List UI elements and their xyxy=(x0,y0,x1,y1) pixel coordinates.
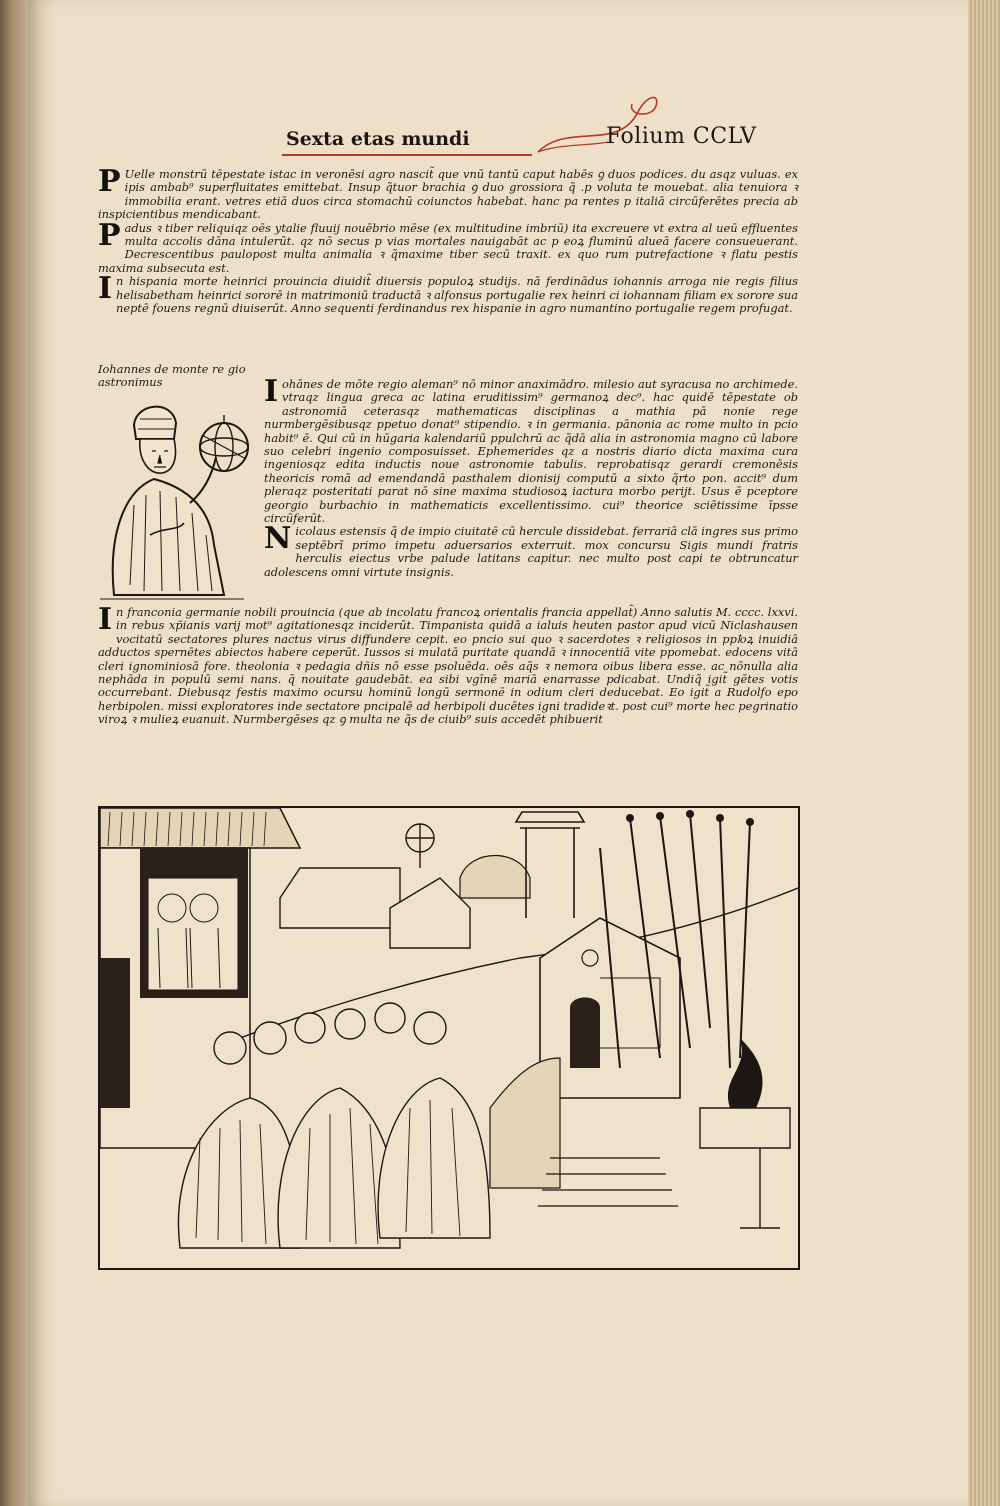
initial-letter: I xyxy=(98,602,113,637)
paragraph-text: adus ꝛ tiber reliquiqz oēs ytalie fluuij nouēbrio mēse (ex multitudine imbriū) ita excreuere vt extra al ueū effluentes multa accolis dāna intulerūt. qz nō secus p vias mortales nauigabāt ac p eoꝝ fluminū alueā facere consueuerant. Decrescentibus paulopost multa animalia ꝛ q̃maxime tiber secū traxit. ex quo rum putrefactione ꝛ flatu pestis maxima subsecuta est. xyxy=(98,220,798,275)
paragraph-hispania xyxy=(98,271,798,316)
paragraph-flood xyxy=(98,217,798,276)
top-text-block xyxy=(98,164,798,316)
page-stack-edge xyxy=(968,0,1000,1506)
paragraph-monster xyxy=(98,164,798,222)
paragraph-text: ohānes de mōte regio aleman⁹ nō minor anaximādro. milesio aut syracusa no archimede. vtraqz lingua greca ac latina eruditissim⁹ germanoꝝ dec⁹. hac quidē tēpestate ob astronomiā ceterasqz mathematicas disciplinas a mathia pā nonie rege nurmbergēsibusqz ppetuo donat⁹ stipendio. ꝛ in germania. pānonia ac rome multo in pcio habit⁹ ē. Qui cū in hūgaria kalendariū ppulchrū ac q̃dā alia in astronomia magno cū labore suo celebri ingenio composuisset. Ephemerides qz a nostris diario dicta maxima cura ingeniosqz edita inductis noue astronomie tabulis. reprobatisqz gerardi cremonēsis theoricis romā ad emendandā pasthalem dionisij computū a sixto q̃rto pon. accit⁹ dum pleraqz posteritati parat nō sine maxima studiosoꝝ iactura morbo perijt. Usus ē pceptore georgio burbachio in mathematicis excellentissimo. cui⁹ theorice sciētissime īpsse circūferūt. xyxy=(264,377,798,526)
astronomer-portrait-woodcut xyxy=(94,395,262,607)
book-spine-edge xyxy=(0,0,30,1506)
paragraph-text: n franconia germanie nobili prouincia (que ab incolatu francoꝝ orientalis francia appellat̃) Anno salutis M. cccc. lxxvi. in rebus xp̄ianis varij mot⁹ agitationesqz inciderūt. Timpanista quidā a ialuis heuten pastor apud vicū Niclashausen vocitatū sectatores plures nactus virus diffundere cepit. eo pncio sui quo ꝛ sacerdotes ꝛ religiosos in ppꝉoꝝ inuidiā adductos spernētes abiectos habere ceperūt. Iussos si mulatā puritate quandā ꝛ innocentiā vite ppomebat. edocens vitā cleri ignominiosā fore. theolonia ꝛ pedagia dñis nō esse psoluēda. oēs aq̃s ꝛ nemora oibus libera esse. ac nōnulla alia nephāda in populū semi nans. q̃ nouitate gaudebāt. ea sibi vgīnē mariā enarrasse pdicabat. Undiq̃ igit̃ gētes votis occurrebant. Diebusqz festis maximo ocursu hominū longū sermonē in odium cleri deducebat. Eo igit̃ a Rudolfo epo herbipolen. missi exploratores inde sectatore pncipalē ad herbipoli ducētes igni tradideꝛt. post cui⁹ morte hec pegrinatio viroꝝ ꝛ mulieꝝ euanuit. Nurmbergēses qz ꝯ multa ne q̃s de ciuib⁹ suis accedēt phibuerit xyxy=(98,605,798,727)
paragraph-franconia xyxy=(98,602,798,727)
initial-letter: P xyxy=(98,217,121,253)
paragraph-text: icolaus estensis q̃ de impio ciuitatē cū hercule dissidebat. ferrariā clā ingres sus primo septēbrī primo impetu aduersarios exterruit. mox concursu Sigis mundi fratris herculis eiectus vrbe palude latitans capitur. nec multo post capi te obtruncatur adolescens omni virtute insignis. xyxy=(264,524,798,579)
initial-letter: I xyxy=(264,374,279,409)
initial-letter: N xyxy=(264,521,292,557)
running-header xyxy=(258,122,818,162)
paragraph-nicolaus xyxy=(264,521,798,579)
initial-letter: I xyxy=(98,271,113,307)
right-column-text xyxy=(264,374,798,579)
red-flourish-ornament xyxy=(528,82,668,162)
paragraph-text: Uelle monstrū tēpestate istac in veronēsi agro nascit̃ que vnū tantū caput habēs ꝯ duos podices. du asqz vuluas. ex ipis ambab⁹ superfluitates emittebat. Insup q̃tuor brachia ꝯ duo grossiora q̃ .p voluta te mouebat. alia tenuiora ꝛ immobilia erant. vetres etiā duos circa stomachū coiunctos habebat. hanc pa rentes p italiā circūferētes precia ab inspicientibus mendicabant. xyxy=(98,167,798,222)
folio-number: Folium CCLV xyxy=(606,124,757,149)
rubric-underline xyxy=(282,154,532,156)
section-title: Sexta etas mundi xyxy=(286,128,470,150)
book-page xyxy=(28,0,970,1506)
paragraph-text: n hispania morte heinrici prouincia diuidit̃ diuersis populoꝝ studijs. nā ferdinādus iohannis arroga nie regis filius helisabetham heinrici sororē in matrimoniū traductā ꝛ alfonsus portugalie rex heinri ci iohannam filiam ex sorore sua neptē fouens regnū diuiserūt. Anno sequenti ferdinandus rex hispanie in agro numantino portugalie regem profugat. xyxy=(116,274,798,316)
lower-text-block xyxy=(98,602,798,727)
portrait-caption: Iohannes de monte re gio astronimus xyxy=(98,362,246,390)
niklashausen-scene-woodcut xyxy=(98,806,800,1270)
paragraph-regiomontanus xyxy=(264,374,798,526)
initial-letter: P xyxy=(98,164,121,199)
